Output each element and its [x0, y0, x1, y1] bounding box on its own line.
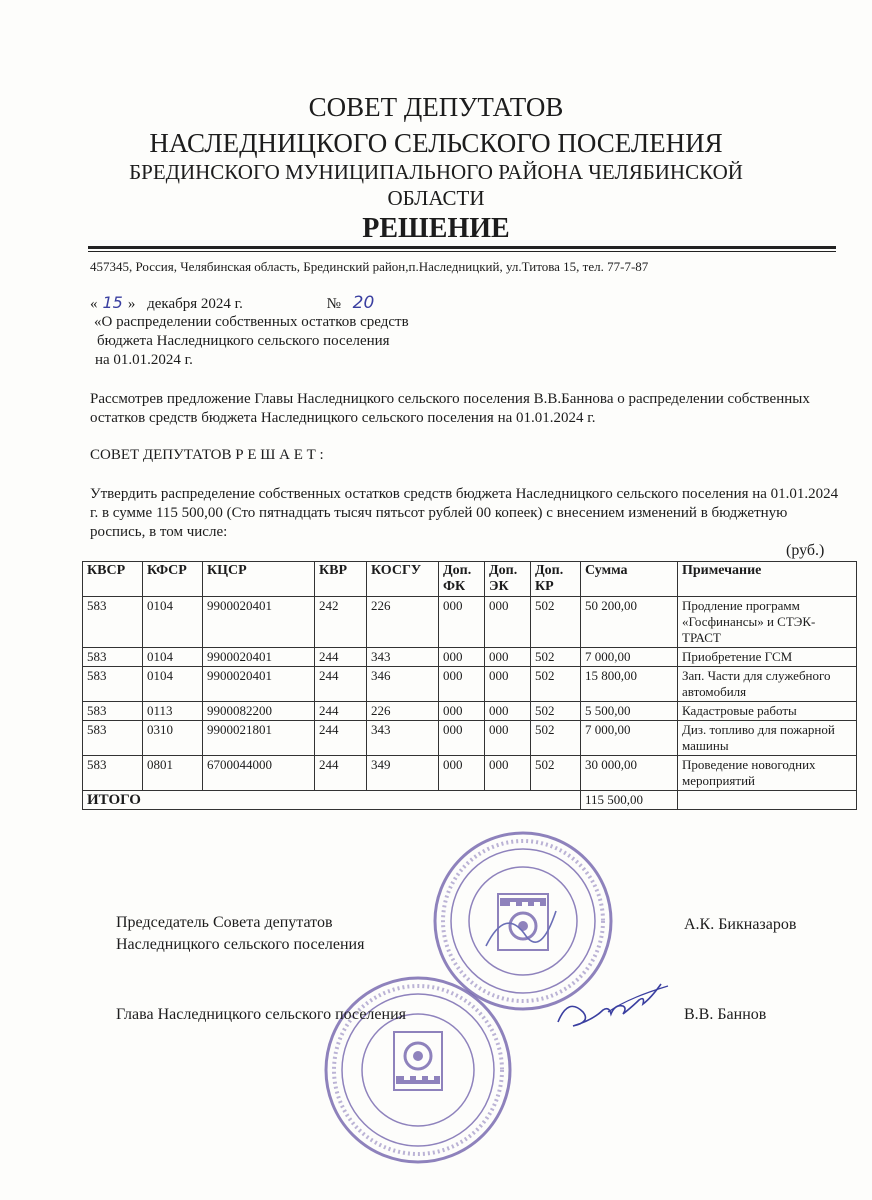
head-title: Глава Наследницкого сельского поселения: [116, 1006, 406, 1023]
cell-note: Кадастровые работы: [678, 702, 857, 721]
chair-title: [116, 912, 364, 956]
header-kcsr: КЦСР: [203, 562, 315, 597]
cell-note: Зап. Части для служебного автомобиля: [678, 667, 857, 702]
header-kfsr: КФСР: [143, 562, 203, 597]
cell-kfsr: 0104: [143, 648, 203, 667]
cell-amount: 50 200,00: [581, 597, 678, 648]
cell-note: Проведение новогодних мероприятий: [678, 756, 857, 791]
cell-kcsr: 9900020401: [203, 667, 315, 702]
cell-kcsr: 9900020401: [203, 597, 315, 648]
intro-paragraph: Рассмотрев предложение Главы Наследницкого сельского поселения В.В.Баннова о распределении собственных остатков средств бюджета Наследницкого сельского поселения на 01.01.2024 г.: [90, 391, 810, 426]
date-line: [90, 293, 374, 313]
cell-dop-kr: 502: [531, 702, 581, 721]
cell-kvsr: 583: [83, 721, 143, 756]
cell-dop-fk: 000: [439, 597, 485, 648]
cell-note: Приобретение ГСМ: [678, 648, 857, 667]
head-name: В.В. Баннов: [684, 1006, 767, 1023]
cell-kosgu: 343: [367, 721, 439, 756]
date-close-quote: »: [127, 296, 136, 312]
header-kosgu: КОСГУ: [367, 562, 439, 597]
cell-note: Продление программ «Госфинансы» и СТЭК-ТРАСТ: [678, 597, 857, 648]
region-title: ОБЛАСТИ: [387, 186, 485, 210]
district-title: БРЕДИНСКОГО МУНИЦИПАЛЬНОГО РАЙОНА ЧЕЛЯБИНСКОЙ: [129, 160, 743, 184]
cell-amount: 7 000,00: [581, 648, 678, 667]
resolves-heading: СОВЕТ ДЕПУТАТОВ Р Е Ш А Е Т :: [90, 447, 324, 463]
cell-kcsr: 6700044000: [203, 756, 315, 791]
address-line: 457345, Россия, Челябинская область, Брединский район,п.Наследницкий, ул.Титова 15, тел. 77-7-87: [90, 259, 649, 274]
date-day: 15: [102, 293, 123, 312]
document-type: РЕШЕНИЕ: [362, 213, 510, 244]
cell-kvsr: 583: [83, 597, 143, 648]
cell-dop-fk: 000: [439, 648, 485, 667]
cell-amount: 7 000,00: [581, 721, 678, 756]
chair-title-line-1: Председатель Совета депутатов: [116, 914, 333, 931]
cell-note: Диз. топливо для пожарной машины: [678, 721, 857, 756]
subject-line-3: на 01.01.2024 г.: [95, 352, 193, 368]
subject-line-2: бюджета Наследницкого сельского поселения: [97, 333, 390, 349]
cell-dop-ek: 000: [485, 667, 531, 702]
cell-kvr: 242: [315, 597, 367, 648]
total-row: [83, 791, 857, 810]
cell-kvr: 244: [315, 702, 367, 721]
cell-dop-ek: 000: [485, 597, 531, 648]
cell-kfsr: 0113: [143, 702, 203, 721]
header-dop-ek: Доп. ЭК: [485, 562, 531, 597]
cell-dop-ek: 000: [485, 721, 531, 756]
subject-line-1: «О распределении собственных остатков средств: [94, 314, 409, 330]
cell-kcsr: 9900021801: [203, 721, 315, 756]
table-row: [83, 756, 857, 791]
chair-title-line-2: Наследницкого сельского поселения: [116, 936, 365, 953]
cell-dop-kr: 502: [531, 667, 581, 702]
cell-dop-fk: 000: [439, 702, 485, 721]
cell-kfsr: 0310: [143, 721, 203, 756]
approve-paragraph: Утвердить распределение собственных остатков средств бюджета Наследницкого сельского поселения на 01.01.2024 г. в сумме 115 500,00 (Сто пятнадцать тысяч пятьсот рублей 00 копеек) с внесением изменений в бюджетную роспись, в том числе:: [90, 486, 839, 540]
total-label: ИТОГО: [83, 791, 581, 810]
cell-kvsr: 583: [83, 702, 143, 721]
header-kvr: КВР: [315, 562, 367, 597]
cell-kosgu: 226: [367, 702, 439, 721]
cell-kfsr: 0104: [143, 597, 203, 648]
cell-dop-kr: 502: [531, 648, 581, 667]
cell-kvr: 244: [315, 648, 367, 667]
cell-dop-ek: 000: [485, 648, 531, 667]
budget-table: [82, 561, 857, 810]
table-row: [83, 702, 857, 721]
seal-stamp-lower: [318, 970, 518, 1170]
cell-dop-fk: 000: [439, 721, 485, 756]
head-signature-scribble: [548, 982, 678, 1042]
cell-kcsr: 9900020401: [203, 648, 315, 667]
cell-kvsr: 583: [83, 667, 143, 702]
cell-amount: 5 500,00: [581, 702, 678, 721]
cell-kosgu: 343: [367, 648, 439, 667]
cell-kvr: 244: [315, 756, 367, 791]
header-dop-fk: Доп. ФК: [439, 562, 485, 597]
header-divider: [88, 246, 836, 249]
date-open-quote: «: [90, 296, 98, 312]
table-header-row: [83, 562, 857, 597]
table-row: [83, 648, 857, 667]
header-amount: Сумма: [581, 562, 678, 597]
cell-kosgu: 226: [367, 597, 439, 648]
cell-dop-ek: 000: [485, 702, 531, 721]
cell-kvsr: 583: [83, 756, 143, 791]
date-month-year: декабря 2024 г.: [147, 296, 243, 312]
cell-kvr: 244: [315, 721, 367, 756]
table-row: [83, 597, 857, 648]
total-note-empty: [678, 791, 857, 810]
cell-kvsr: 583: [83, 648, 143, 667]
cell-dop-kr: 502: [531, 597, 581, 648]
cell-amount: 15 800,00: [581, 667, 678, 702]
cell-amount: 30 000,00: [581, 756, 678, 791]
cell-dop-fk: 000: [439, 667, 485, 702]
header-note: Примечание: [678, 562, 857, 597]
cell-kosgu: 346: [367, 667, 439, 702]
cell-kfsr: 0104: [143, 667, 203, 702]
cell-kosgu: 349: [367, 756, 439, 791]
table-row: [83, 721, 857, 756]
cell-dop-kr: 502: [531, 756, 581, 791]
cell-kvr: 244: [315, 667, 367, 702]
council-title: СОВЕТ ДЕПУТАТОВ: [308, 92, 564, 122]
cell-dop-kr: 502: [531, 721, 581, 756]
number-label: №: [326, 296, 341, 312]
table-row: [83, 667, 857, 702]
header-kvsr: КВСР: [83, 562, 143, 597]
cell-dop-ek: 000: [485, 756, 531, 791]
cell-dop-fk: 000: [439, 756, 485, 791]
document-number: 20: [352, 293, 375, 313]
header-dop-kr: Доп. КР: [531, 562, 581, 597]
total-amount: 115 500,00: [581, 791, 678, 810]
settlement-title: НАСЛЕДНИЦКОГО СЕЛЬСКОГО ПОСЕЛЕНИЯ: [149, 128, 723, 158]
currency-note: (руб.): [786, 542, 825, 559]
cell-kcsr: 9900082200: [203, 702, 315, 721]
chair-name: А.К. Бикназаров: [684, 916, 797, 933]
cell-kfsr: 0801: [143, 756, 203, 791]
header-divider-thin: [88, 251, 836, 252]
